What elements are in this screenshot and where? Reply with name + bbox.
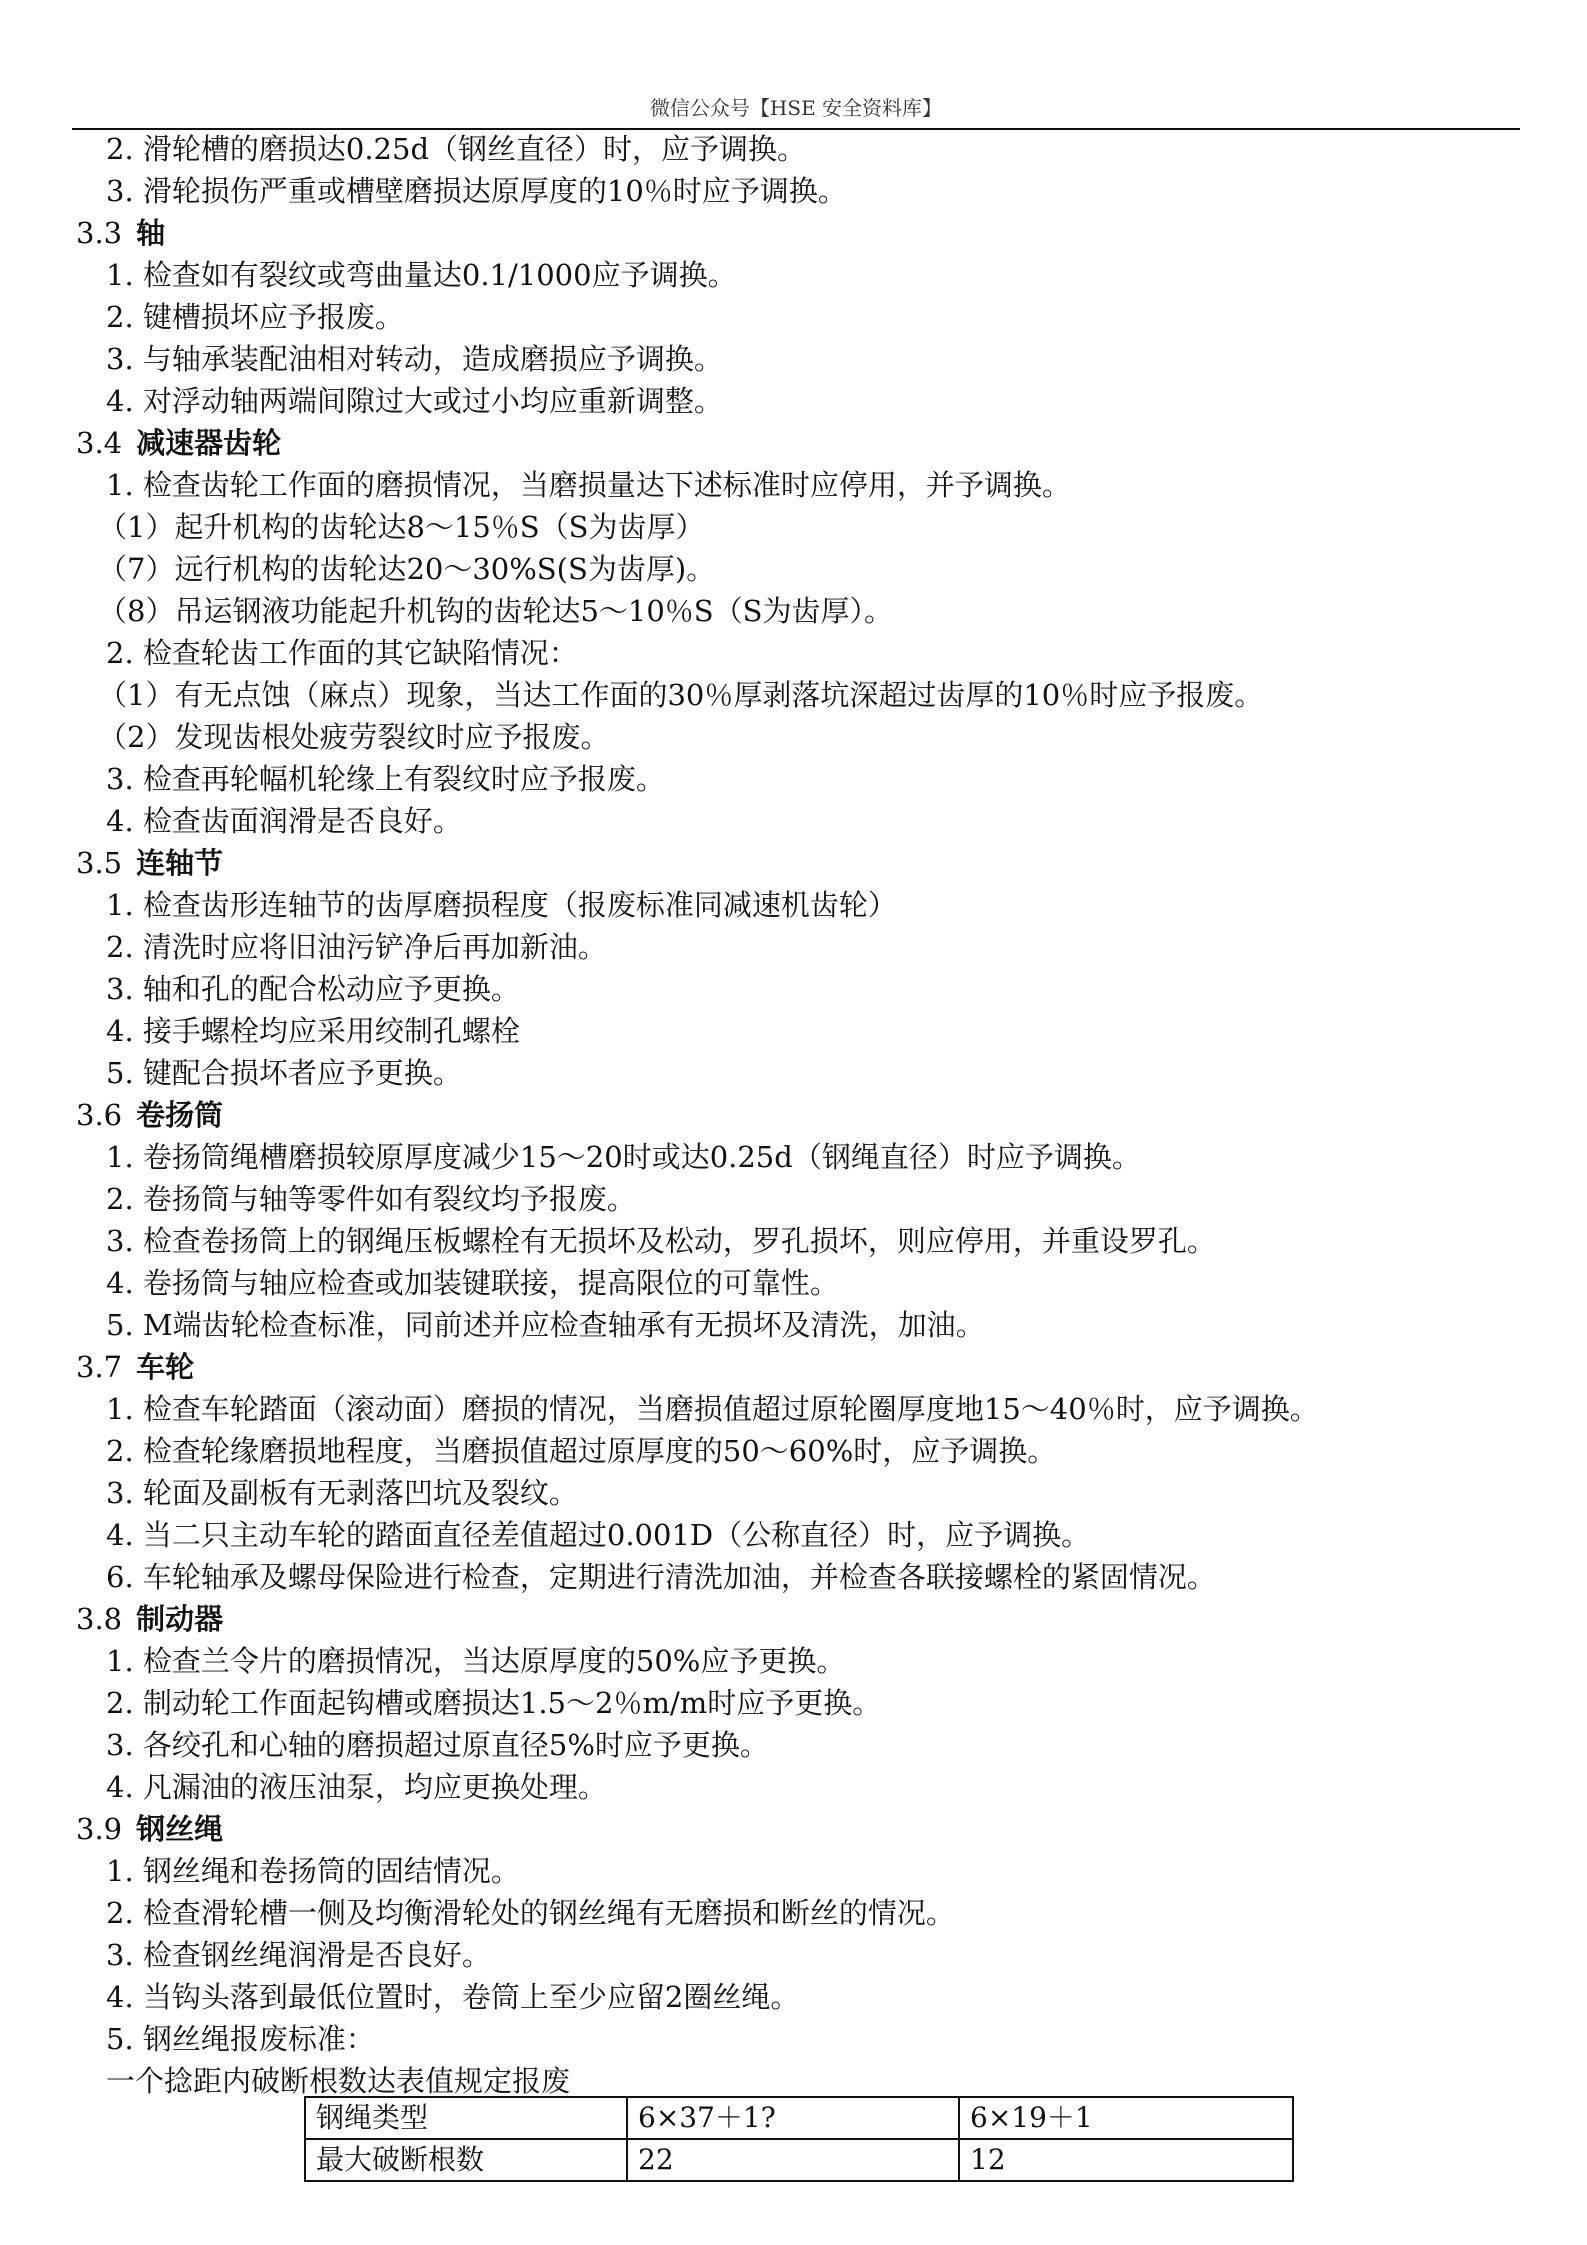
section-number: 3.6 xyxy=(76,1098,123,1132)
list-item: 4. 凡漏油的液压油泵，均应更换处理。 xyxy=(106,1770,607,1804)
section-number: 3.4 xyxy=(76,426,123,460)
section-title: 车轮 xyxy=(136,1350,195,1384)
list-item: 4. 检查齿面润滑是否良好。 xyxy=(106,804,462,838)
section-heading xyxy=(72,842,1520,884)
section-title: 卷扬筒 xyxy=(136,1098,224,1132)
list-item: 1. 检查车轮踏面（滚动面）磨损的情况，当磨损值超过原轮圈厚度地15～40％时，应予调换。 xyxy=(106,1392,1319,1426)
table-cell: 12 xyxy=(959,2139,1293,2181)
list-item: 4. 接手螺栓均应采用绞制孔螺栓 xyxy=(106,1014,520,1048)
list-item: 2. 检查滑轮槽一侧及均衡滑轮处的钢丝绳有无磨损和断丝的情况。 xyxy=(106,1896,955,1930)
sub-item: （1）起升机构的齿轮达8～15％S（S为齿厚） xyxy=(98,510,705,544)
list-item: 4. 当钩头落到最低位置时，卷筒上至少应留2圈丝绳。 xyxy=(106,1980,800,2014)
section-heading xyxy=(72,212,1520,254)
wire-rope-table xyxy=(304,2096,1294,2182)
list-item: 3. 滑轮损伤严重或槽壁磨损达原厚度的10％时应予调换。 xyxy=(106,174,847,208)
list-item: 1. 检查兰令片的磨损情况，当达原厚度的50%应予更换。 xyxy=(106,1644,846,1678)
list-item: 1. 检查如有裂纹或弯曲量达0.1/1000应予调换。 xyxy=(106,258,737,292)
list-item: 2. 检查轮缘磨损地程度，当磨损值超过原厚度的50～60%时，应予调换。 xyxy=(106,1434,1057,1468)
list-item: 3. 轮面及副板有无剥落凹坑及裂纹。 xyxy=(106,1476,578,1510)
list-item: 2. 键槽损坏应予报废。 xyxy=(106,300,404,334)
section-heading xyxy=(72,1094,1520,1136)
list-item: 3. 各绞孔和心轴的磨损超过原直径5%时应予更换。 xyxy=(106,1728,769,1762)
table-row xyxy=(305,2097,1293,2139)
section-title: 轴 xyxy=(136,216,166,250)
table-cell: 22 xyxy=(627,2139,959,2181)
table-row xyxy=(305,2139,1293,2181)
sub-item: （8）吊运钢液功能起升机钩的齿轮达5～10％S（S为齿厚）。 xyxy=(98,594,894,628)
list-item: 1. 钢丝绳和卷扬筒的固结情况。 xyxy=(106,1854,520,1888)
section-heading xyxy=(72,1598,1520,1640)
section-title: 减速器齿轮 xyxy=(136,426,282,460)
sub-item: （1）有无点蚀（麻点）现象，当达工作面的30％厚剥落坑深超过齿厚的10％时应予报废。 xyxy=(98,678,1264,712)
list-item: 1. 检查齿形连轴节的齿厚磨损程度（报废标准同减速机齿轮） xyxy=(106,888,897,922)
list-item: 3. 轴和孔的配合松动应予更换。 xyxy=(106,972,520,1006)
table-cell: 6×19＋1 xyxy=(959,2097,1293,2139)
list-item: 5. 键配合损坏者应予更换。 xyxy=(106,1056,462,1090)
list-item: 1. 检查齿轮工作面的磨损情况，当磨损量达下述标准时应停用，并予调换。 xyxy=(106,468,1071,502)
section-title: 连轴节 xyxy=(136,846,224,880)
table-cell: 6×37＋1? xyxy=(627,2097,959,2139)
list-item: 2. 清洗时应将旧油污铲净后再加新油。 xyxy=(106,930,607,964)
section-number: 3.5 xyxy=(76,846,123,880)
list-item: 2. 滑轮槽的磨损达0.25d（钢丝直径）时，应予调换。 xyxy=(106,132,807,166)
sub-item: （7）远行机构的齿轮达20～30%S(S为齿厚)。 xyxy=(98,552,716,586)
section-heading xyxy=(72,1346,1520,1388)
list-item: 6. 车轮轴承及螺母保险进行检查，定期进行清洗加油，并检查各联接螺栓的紧固情况。 xyxy=(106,1560,1216,1594)
table-cell: 最大破断根数 xyxy=(305,2139,627,2181)
section-title: 制动器 xyxy=(136,1602,224,1636)
section-title: 钢丝绳 xyxy=(136,1812,224,1846)
sub-item: （2）发现齿根处疲劳裂纹时应予报废。 xyxy=(98,720,610,754)
paragraph: 一个捻距内破断根数达表值规定报废 xyxy=(106,2064,571,2098)
list-item: 3. 检查再轮幅机轮缘上有裂纹时应予报废。 xyxy=(106,762,665,796)
list-item: 3. 检查钢丝绳润滑是否良好。 xyxy=(106,1938,491,1972)
section-number: 3.9 xyxy=(76,1812,123,1846)
list-item: 3. 与轴承装配油相对转动，造成磨损应予调换。 xyxy=(106,342,723,376)
section-number: 3.7 xyxy=(76,1350,123,1384)
wire-rope-table-wrap xyxy=(304,2096,1294,2182)
list-item: 2. 制动轮工作面起钩槽或磨损达1.5～2％m/m时应予更换。 xyxy=(106,1686,882,1720)
table-cell: 钢绳类型 xyxy=(305,2097,627,2139)
list-item: 1. 卷扬筒绳槽磨损较原厚度减少15～20时或达0.25d（钢绳直径）时应予调换。 xyxy=(106,1140,1141,1174)
list-item: 4. 卷扬筒与轴应检查或加装键联接，提高限位的可靠性。 xyxy=(106,1266,839,1300)
list-item: 5. M端齿轮检查标准，同前述并应检查轴承有无损坏及清洗，加油。 xyxy=(106,1308,985,1342)
list-item: 2. 检查轮齿工作面的其它缺陷情况： xyxy=(106,636,578,670)
page-header xyxy=(72,88,1520,130)
list-item: 2. 卷扬筒与轴等零件如有裂纹均予报废。 xyxy=(106,1182,636,1216)
section-heading xyxy=(72,1808,1520,1850)
document-body xyxy=(72,128,1520,2102)
list-item: 5. 钢丝绳报废标准： xyxy=(106,2022,375,2056)
section-number: 3.8 xyxy=(76,1602,123,1636)
list-item: 4. 对浮动轴两端间隙过大或过小均应重新调整。 xyxy=(106,384,723,418)
section-number: 3.3 xyxy=(76,216,123,250)
list-item: 3. 检查卷扬筒上的钢绳压板螺栓有无损坏及松动，罗孔损坏，则应停用，并重设罗孔。 xyxy=(106,1224,1216,1258)
section-heading xyxy=(72,422,1520,464)
header-text: 微信公众号【HSE 安全资料库】 xyxy=(649,96,943,120)
list-item: 4. 当二只主动车轮的踏面直径差值超过0.001D（公称直径）时，应予调换。 xyxy=(106,1518,1091,1552)
